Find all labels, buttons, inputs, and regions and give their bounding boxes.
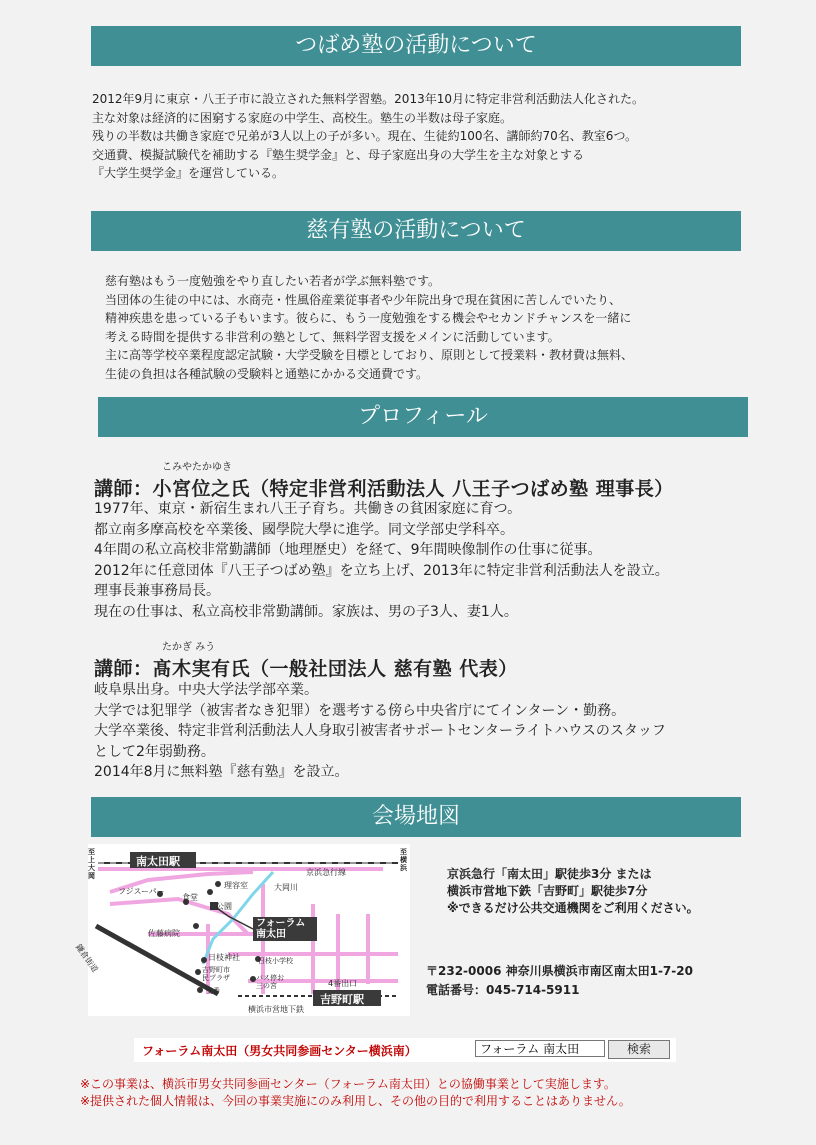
access-line: ※できるだけ公共交通機関をご利用ください。 <box>447 901 699 915</box>
map-label-rihatsu: 理容室 <box>224 881 248 890</box>
bio-line: 大学では犯罪学（被害者なき犯罪）を選考する傍ら中央省庁にてインターン・勤務。 <box>94 702 626 719</box>
bio-line: 都立南多摩高校を卒業後、國學院大學に進学。同文学部史学科卒。 <box>94 521 514 538</box>
bio-line: として2年弱勤務。 <box>94 743 215 760</box>
access-line: 京浜急行「南太田」駅徒歩3分 または <box>447 867 652 881</box>
text-line: 慈有塾はもう一度勉強をやり直したい若者が学ぶ無料塾です。 <box>105 274 441 288</box>
text-line: 残りの半数は共働き家庭で兄弟が3人以上の子が多い。現在、生徒約100名、講師約70名、教室6つ。 <box>92 129 637 143</box>
map-label-exit: 4番出口 <box>328 979 358 988</box>
lecturer1-ruby: こみやたかゆき <box>162 462 232 473</box>
map-label-shokudo: 食堂 <box>182 893 198 902</box>
map-label-station-bottom: 吉野町駅 <box>320 993 364 1006</box>
search-row <box>134 1038 676 1062</box>
map-label-sato: 佐藤病院 <box>148 929 180 938</box>
lecturer2-ruby: たかぎ みう <box>162 642 216 653</box>
map-label-plaza: 吉野町市民プラザ <box>202 966 230 982</box>
lecturer2-bio <box>94 680 666 783</box>
text-line: 当団体の生徒の中には、水商売・性風俗産業従事者や少年院出身で現在貧困に苦しんでいたり、 <box>105 292 622 307</box>
section-header-jiyu <box>91 211 741 251</box>
search-button[interactable]: 検索 <box>608 1040 670 1059</box>
bio-line: 現在の仕事は、私立高校非常勤講師。家族は、男の子3人、妻1人。 <box>94 603 518 620</box>
note-line: ※この事業は、横浜市男女共同参画センター（フォーラム南太田）との協働事業として実施します。 <box>80 1077 616 1091</box>
bio-line: 2012年に任意団体『八王子つばめ塾』を立ち上げ、2013年に特定非営利活動法人を設立。 <box>94 562 669 579</box>
bio-line: 2014年8月に無料塾『慈有塾』を設立。 <box>94 764 349 780</box>
map-label-koen: 公園 <box>216 902 232 911</box>
lecturer1-bio <box>94 499 669 622</box>
bio-line: 4年間の私立高校非常勤講師（地理歴史）を経て、9年間映像制作の仕事に従事。 <box>94 542 602 558</box>
text-line: 主な対象は経済的に困窮する家庭の中学生、高校生。塾生の半数は母子家庭。 <box>92 110 513 125</box>
notes <box>80 1076 631 1110</box>
section-header-tsubame <box>91 26 741 66</box>
map-label-subway: 横浜市営地下鉄 <box>248 1005 304 1014</box>
lecturer2-name: 講師：髙木実有氏（一般社団法人 慈有塾 代表） <box>94 658 518 680</box>
access-line: 横浜市営地下鉄「吉野町」駅徒歩7分 <box>447 884 648 898</box>
map-label-venue: フォーラム南太田 <box>256 918 306 940</box>
map-label-shrine: 日枝神社 <box>208 953 240 962</box>
section-title: プロフィール <box>358 404 488 429</box>
map-label-bus: バス停お三の宮 <box>256 974 284 990</box>
map-label-left-top: 至上大岡 <box>88 848 95 880</box>
text-line: 生徒の負担は各種試験の受験料と通塾にかかる交通費です。 <box>105 366 429 381</box>
map-label-ooka: 大岡川 <box>274 883 298 892</box>
bio-line: 理事長兼事務局長。 <box>94 583 220 599</box>
phone-line: 電話番号：045-714-5911 <box>426 983 580 997</box>
text-line: 『大学生奨学金』を運営している。 <box>92 166 285 180</box>
map-label-station-top: 南太田駅 <box>136 855 180 868</box>
search-input[interactable] <box>475 1040 605 1057</box>
venue-map <box>73 844 410 1016</box>
section-header-map <box>91 797 741 837</box>
map-label-school: 日枝小学校 <box>258 957 293 965</box>
address-info <box>426 962 693 1000</box>
access-info <box>447 866 699 917</box>
text-line: 2012年9月に東京・八王子市に設立された無料学習塾。2013年10月に特定非営利活動法人化された。 <box>92 92 644 106</box>
bio-line: 大学卒業後、特定非営利活動法人人身取引被害者サポートセンターライトハウスのスタッフ <box>94 723 666 739</box>
bio-line: 岐阜県出身。中央大学法学部卒業。 <box>94 682 318 698</box>
address-line: 〒232-0006 神奈川県横浜市南区南太田1-7-20 <box>426 964 693 978</box>
section-title: 会場地図 <box>371 804 460 829</box>
text-line: 考える時間を提供する非営利の塾として、無料学習支援をメインに活動しています。 <box>105 329 560 344</box>
map-label-road: 鎌倉街道 <box>73 942 100 974</box>
section-title: 慈有塾の活動について <box>306 218 526 243</box>
section-title: つばめ塾の活動について <box>295 33 537 58</box>
tsubame-description <box>92 90 644 183</box>
note-line: ※提供された個人情報は、今回の事業実施にのみ利用し、その他の目的で利用することはありません。 <box>80 1094 631 1108</box>
map-label-right-top: 至横浜 <box>400 848 407 872</box>
map-label-fuji: フジスーパー <box>118 887 165 896</box>
text-line: 交通費、模擬試験代を補助する『塾生奨学金』と、母子家庭出身の大学生を主な対象とする <box>92 147 585 162</box>
text-line: 精神疾患を患っている子もいます。彼らに、もう一度勉強をする機会やセカンドチャンスを一緒に <box>105 311 632 325</box>
bio-line: 1977年、東京・新宿生まれ八王子育ち。共働きの貧困家庭に育つ。 <box>94 501 522 517</box>
search-label: フォーラム南太田（男女共同参画センター横浜南） <box>142 1044 417 1058</box>
map-label-keikyu: 京浜急行線 <box>306 868 346 877</box>
section-header-profile <box>98 397 748 437</box>
map-label-koban: 交番 <box>206 987 220 995</box>
text-line: 主に高等学校卒業程度認定試験・大学受験を目標としており、原則として授業料・教材費は無料、 <box>105 348 634 362</box>
jiyu-description <box>105 272 633 383</box>
lecturer1-name: 講師：小宮位之氏（特定非営利活動法人 八王子つばめ塾 理事長） <box>94 478 674 500</box>
